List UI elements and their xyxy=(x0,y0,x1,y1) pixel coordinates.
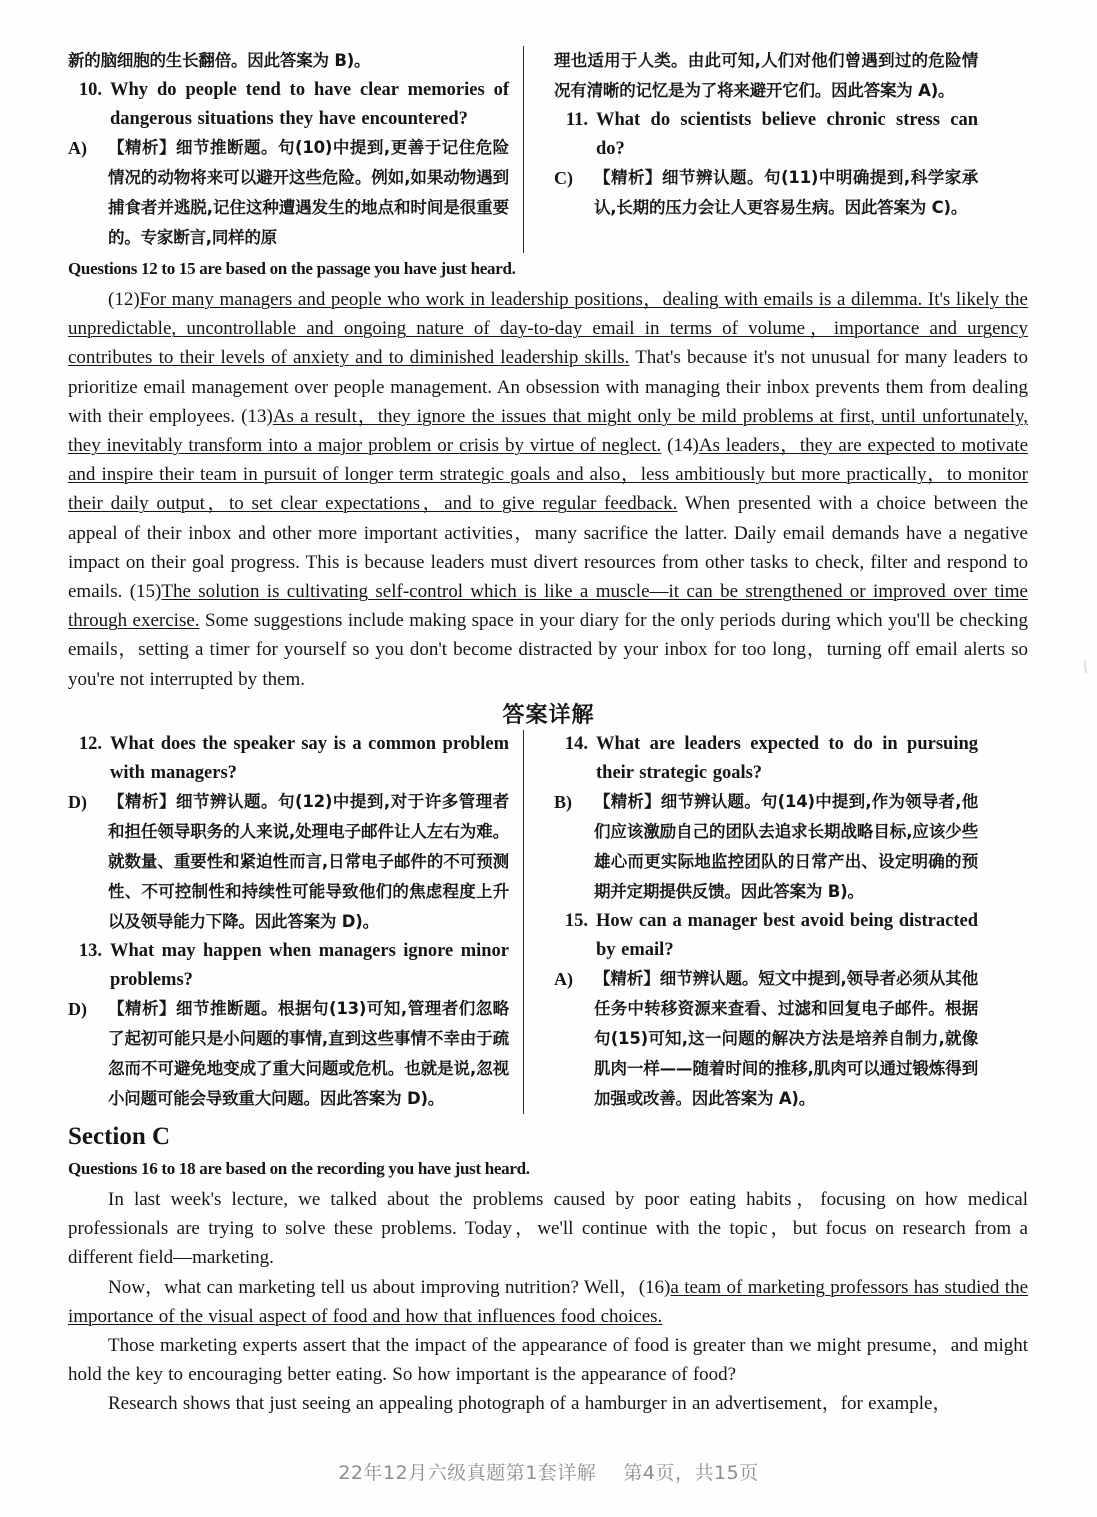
top-two-column-block xyxy=(68,46,1030,253)
answer-explanation xyxy=(554,787,978,907)
passage-segment: (12) xyxy=(108,289,140,310)
underlined-passage-segment: As leaders，they are expected to motivate and inspire their team in pursuit of longer term strategic goals and also，less ambitiously but more practically，to monitor their daily output，to set clear expectations，and to give regular feedback. xyxy=(68,435,1029,515)
questions-16-18-heading: Questions 16 to 18 are based on the recording you have just heard. xyxy=(68,1159,530,1178)
answer-11-text: 【精析】细节辨认题。句(11)中明确提到,科学家承认,长期的压力会让人更容易生病。因此答案为 C)。 xyxy=(594,168,978,217)
passage-segment: Now，what can marketing tell us about improving nutrition? Well， xyxy=(108,1276,639,1298)
question-text: How can a manager best avoid being distracted by email? xyxy=(596,911,978,960)
passage-segment: When presented with a choice between the appeal of their inbox and other more important activities，many sacrifice the latter. Daily email demands have a negative impact on their goal progress. This is because leaders must divert resources from other tasks to check, filter and respond to emails. xyxy=(68,493,1029,603)
question-number: 14. xyxy=(564,734,588,754)
question-text: What may happen when managers ignore minor problems? xyxy=(110,941,509,990)
underlined-passage-segment: As a result，they ignore the issues that might only be mild problems at first, until unfortunately, they inevitably transform into a major problem or crisis by virtue of neglect. xyxy=(68,405,1028,457)
questions-12-15-heading: Questions 12 to 15 are based on the passage you have just heard. xyxy=(68,259,516,278)
passage-segment: Those marketing experts assert that the impact of the appearance of food is greater than we might presume，and might hold the key to encouraging better eating. So how important is the appearance of food? xyxy=(68,1335,1028,1386)
question-10-text: Why do people tend to have clear memories of dangerous situations they have encountered? xyxy=(110,80,509,129)
passage-segment: Research shows that just seeing an appealing photograph of a hamburger in an advertisement，for example， xyxy=(108,1393,952,1415)
answer-explanation-text: 【精析】细节辨认题。句(14)中提到,作为领导者,他们应该激励自己的团队去追求长期战略目标,应该少些雄心而更实际地监控团队的日常产出、设定明确的预期并定期提供反馈。因此答案为 B)。 xyxy=(594,792,978,901)
answer-explanation xyxy=(554,964,978,1114)
answer-explanation-text: 【精析】细节推断题。根据句(13)可知,管理者们忽略了起初可能只是小问题的事情,直到这些事情不幸由于疏忽而不可避免地变成了重大问题或危机。也就是说,忽视小问题可能会导致重大问题。因此答案为 D)。 xyxy=(108,999,509,1108)
question-14 xyxy=(554,730,978,787)
question-12 xyxy=(68,730,509,787)
section-c-paragraph xyxy=(68,1331,1028,1389)
passage-segment: (16) xyxy=(638,1276,671,1298)
answer-10-continuation: 理也适用于人类。由此可知,人们对他们曾遇到过的危险情况有清晰的记忆是为了将来避开它们。因此答案为 A)。 xyxy=(554,51,978,100)
passage-segment: That's because it's not unusual for many leaders to prioritize email management over people management. An obsession with managing their inbox prevents them from dealing with their employees. xyxy=(68,347,1029,427)
answer-option-label: A) xyxy=(554,969,573,989)
answer-option-label: D) xyxy=(68,792,87,812)
question-10 xyxy=(68,76,509,133)
answers-12-15-block xyxy=(68,730,1030,1114)
underlined-passage-segment: a team of marketing professors has studied the importance of the visual aspect of food and how that influences food choices. xyxy=(68,1276,1029,1327)
passage-segment: (13) xyxy=(241,405,273,427)
section-c-body xyxy=(68,1185,1028,1419)
footer-pagination: 第4页，共15页 xyxy=(623,1462,759,1484)
answer-10-text: 【精析】细节推断题。句(10)中提到,更善于记住危险情况的动物将来可以避开这些危险。例如,如果动物遇到捕食者并逃脱,记住这种遭遇发生的地点和时间是很重要的。专家断言,同样的原 xyxy=(108,138,509,247)
answer-11-label: C) xyxy=(554,168,573,188)
answer-explanation xyxy=(68,787,509,937)
question-11-number: 11. xyxy=(565,110,588,130)
section-c-paragraph xyxy=(68,1273,1028,1331)
q9-answer-continuation: 新的脑细胞的生长翻倍。因此答案为 B)。 xyxy=(68,51,371,70)
question-11 xyxy=(554,106,978,163)
passage-segment: Some suggestions include making space in your diary for the only periods during which you'll be checking emails，setting a timer for yourself so you don't become distracted by your inbox for too long，turning off email alerts so you're not interrupted by them. xyxy=(68,610,1028,690)
question-text: What does the speaker say is a common problem with managers? xyxy=(110,734,509,783)
footer-title: 22年12月六级真题第1套详解 xyxy=(338,1462,597,1484)
answer-10-label: A) xyxy=(68,138,87,158)
passage-segment: (14) xyxy=(667,435,699,457)
question-number: 12. xyxy=(78,734,102,754)
section-c-title: Section C xyxy=(68,1123,171,1150)
passage-segment: (15) xyxy=(129,581,162,603)
question-10-number: 10. xyxy=(78,80,102,100)
underlined-passage-segment: For many managers and people who work in leadership positions，dealing with emails is a dilemma. It's likely the unpredictable, uncontrollable and ongoing nature of day-to-day email in terms of volume，importance and urgency contributes to their levels of anxiety and to diminished leadership skills. xyxy=(68,289,1028,369)
section-c-paragraph xyxy=(68,1389,1028,1418)
passage-segment: In last week's lecture, we talked about the problems caused by poor eating habits，focusing on how medical professionals are trying to solve these problems. Today，we'll continue with the topic，but focus on research from a different field—marketing. xyxy=(68,1189,1028,1269)
answers-right-column xyxy=(523,730,978,1114)
question-11-text: What do scientists believe chronic stress can do? xyxy=(596,110,978,159)
passage-12-15-body xyxy=(68,285,1028,694)
section-c-paragraph xyxy=(68,1185,1028,1273)
top-left-column xyxy=(68,46,523,253)
answer-option-label: B) xyxy=(554,792,572,812)
top-right-column xyxy=(523,46,978,253)
question-text: What are leaders expected to do in pursuing their strategic goals? xyxy=(596,734,978,783)
scan-speck xyxy=(1085,668,1087,673)
answer-option-label: D) xyxy=(68,999,87,1019)
answer-explanation-text: 【精析】细节辨认题。句(12)中提到,对于许多管理者和担任领导职务的人来说,处理电子邮件让人左右为难。就数量、重要性和紧迫性而言,日常电子邮件的不可预测性、不可控制性和持续性可能导致他们的焦虑程度上升以及领导能力下降。因此答案为 D)。 xyxy=(108,792,509,931)
answer-10 xyxy=(68,133,509,253)
answer-explanation-text: 【精析】细节辨认题。短文中提到,领导者必须从其他任务中转移资源来查看、过滤和回复电子邮件。根据句(15)可知,这一问题的解决方法是培养自制力,就像肌肉一样——随着时间的推移,肌肉可以通过锻炼得到加强或改善。因此答案为 A)。 xyxy=(594,969,978,1108)
question-number: 13. xyxy=(78,941,102,961)
question-15 xyxy=(554,907,978,964)
answers-left-column xyxy=(68,730,523,1114)
answer-11 xyxy=(554,163,978,223)
question-13 xyxy=(68,937,509,994)
answer-explanation xyxy=(68,994,509,1114)
question-number: 15. xyxy=(564,911,588,931)
underlined-passage-segment: The solution is cultivating self-control which is like a muscle—it can be strengthened or improved over time through exercise. xyxy=(68,581,1028,632)
answer-explanation-header: 答案详解 xyxy=(502,703,595,728)
page-footer xyxy=(0,1458,1097,1485)
